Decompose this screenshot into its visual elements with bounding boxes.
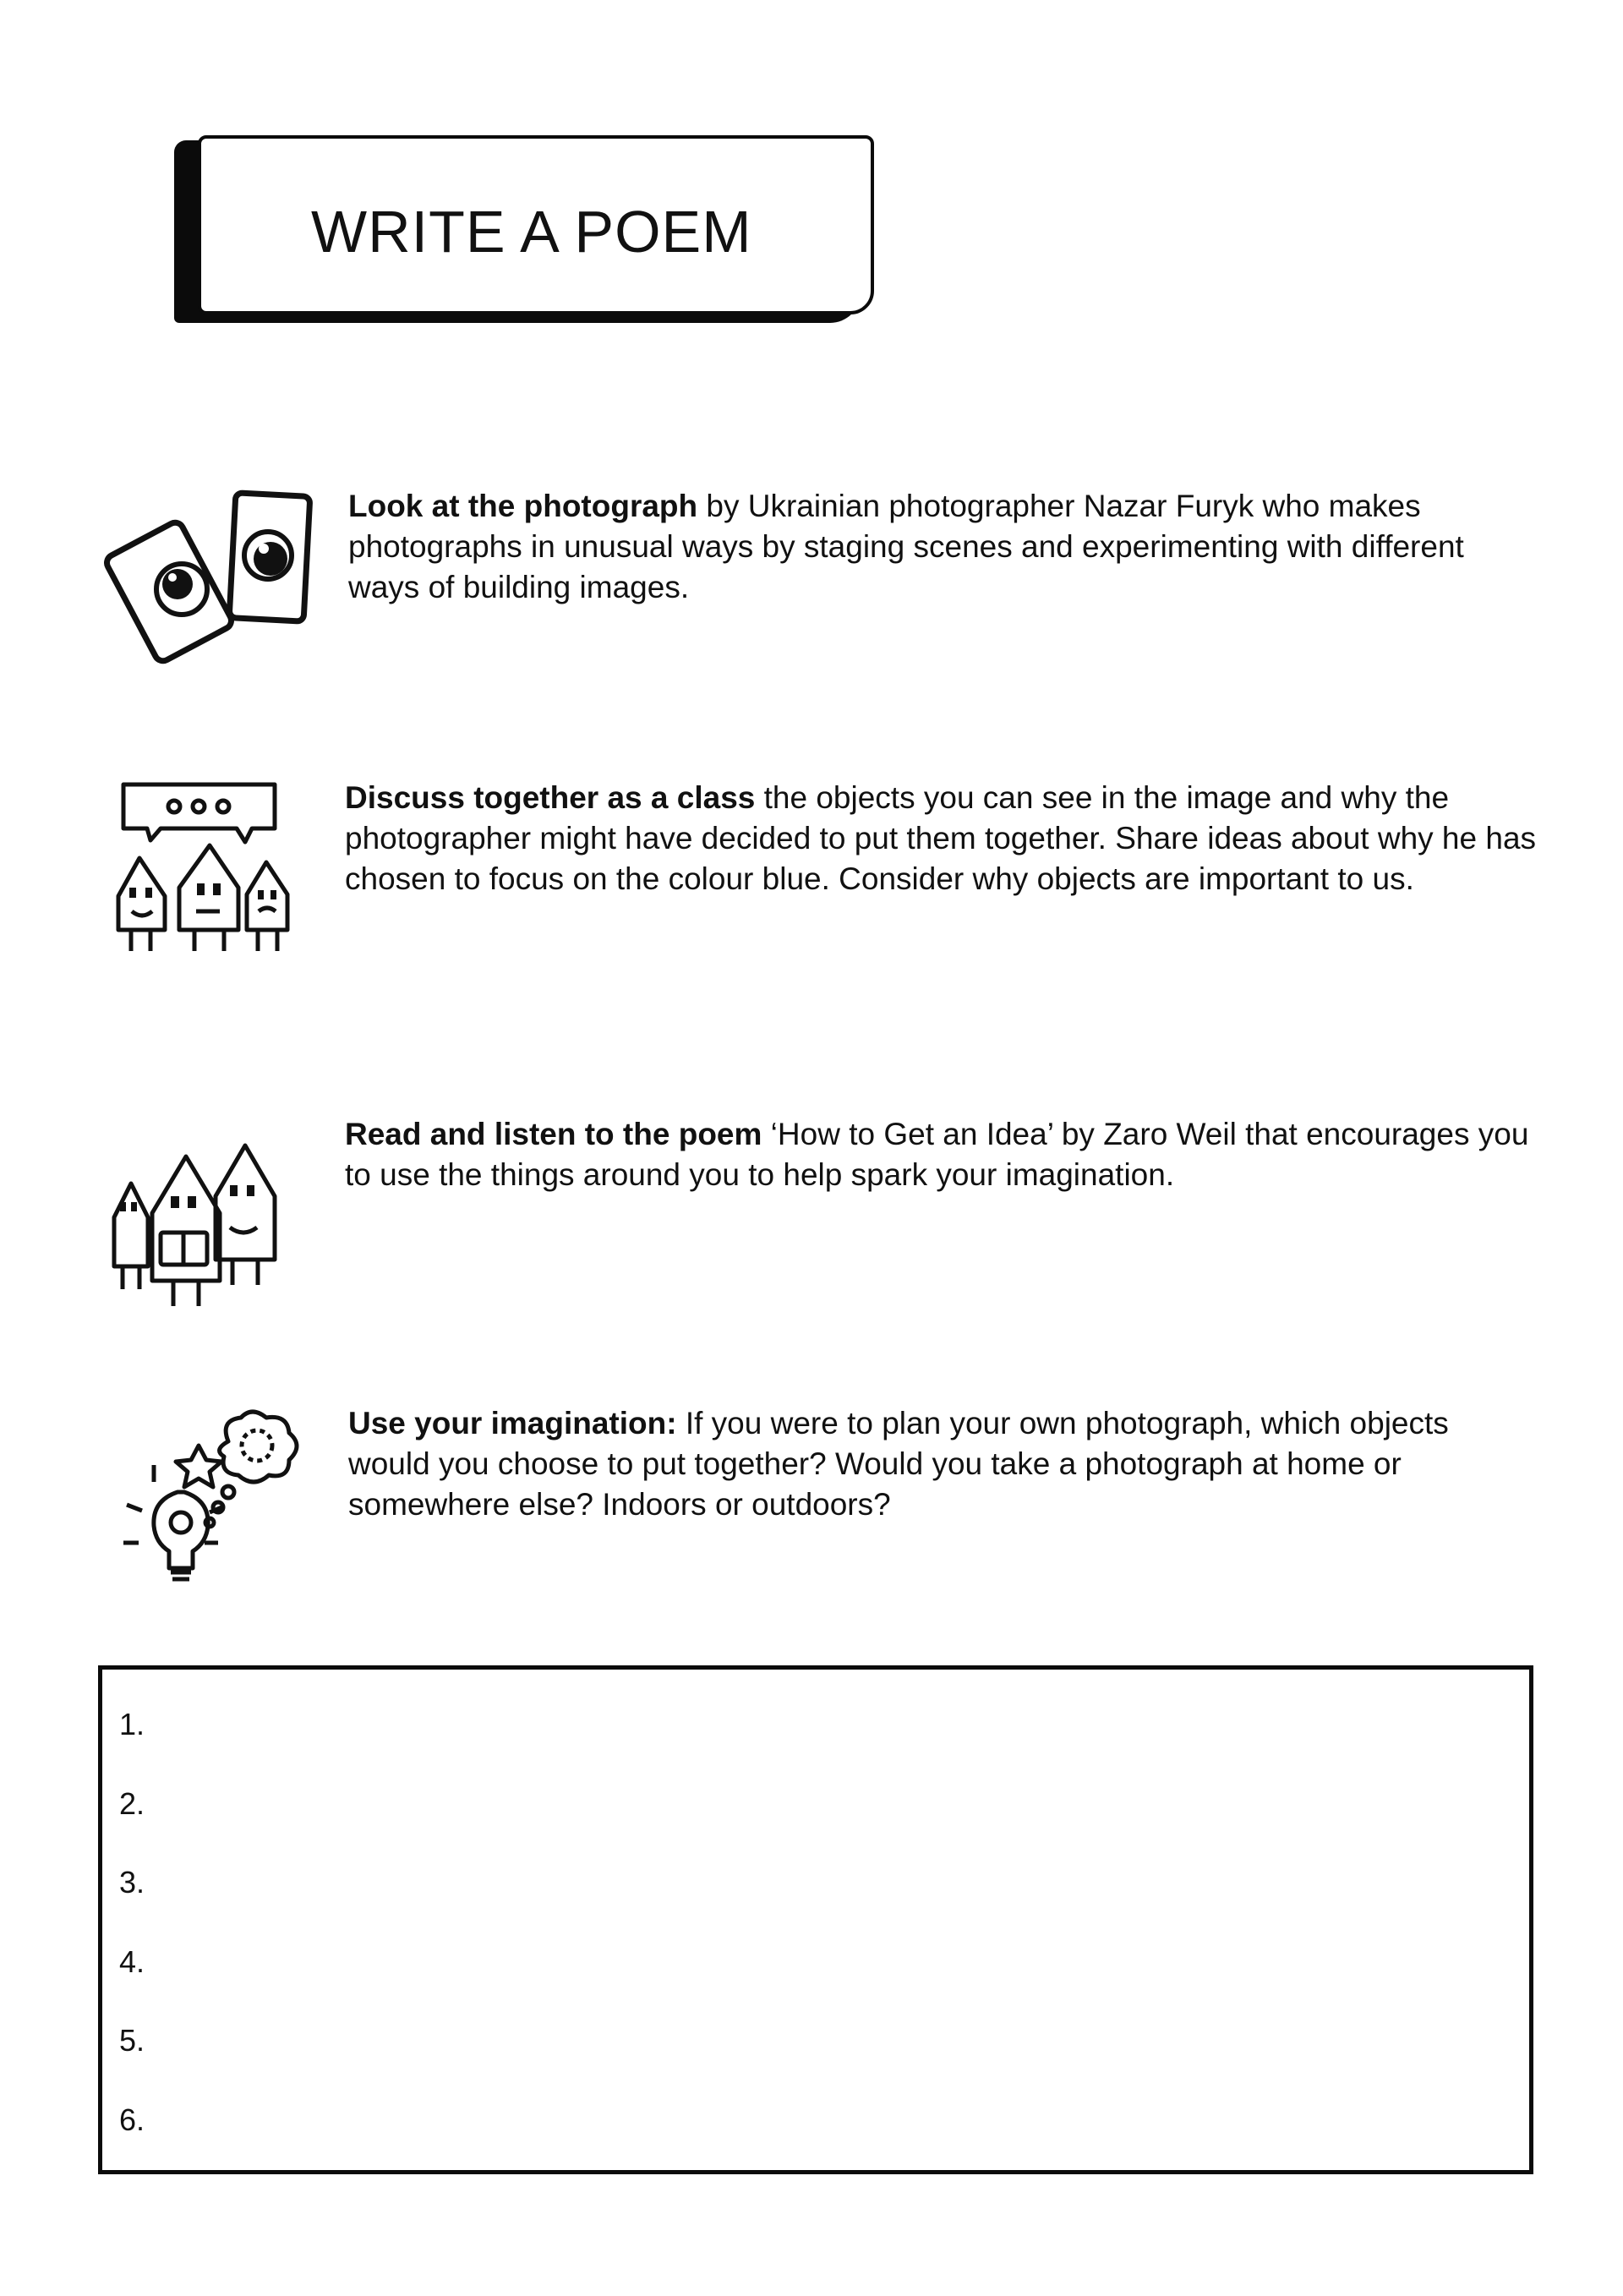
talking-houses-icon [101,778,321,959]
page-title: WRITE A POEM [311,199,752,265]
answer-line-4[interactable]: 4. [119,1944,145,1979]
section-lead: Use your imagination: [348,1406,677,1440]
section-text [345,778,1537,899]
title-box-frame [198,135,874,314]
section-read-and-listen [345,1114,1537,1195]
title-box [174,135,881,321]
answer-line-1[interactable]: 1. [119,1707,145,1741]
section-text [348,1403,1532,1525]
photo-cards-icon [101,486,321,668]
section-discuss-together [345,778,1537,899]
answer-box[interactable] [98,1665,1533,2174]
section-lead: Look at the photograph [348,489,698,523]
section-lead: Discuss together as a class [345,780,756,815]
answer-line-2[interactable]: 2. [119,1786,145,1821]
answer-line-3[interactable]: 3. [119,1865,145,1900]
answer-line-5[interactable]: 5. [119,2023,145,2058]
section-text [348,486,1532,608]
section-body: ‘How to Get an Idea’ by Zaro Weil that encourages you to use the things around you to help spark your imagination. [345,1117,1529,1192]
section-body: If you were to plan your own photograph, which objects would you choose to put together? Would you take a photograph at home or somewhere else? Indoors or outdoors? [348,1406,1449,1522]
lightbulb-idea-icon [101,1408,321,1602]
section-lead: Read and listen to the poem [345,1117,762,1151]
section-text [345,1114,1537,1195]
section-look-at-photograph [348,486,1532,608]
answer-line-6[interactable]: 6. [119,2102,145,2137]
section-use-imagination [348,1403,1532,1525]
section-body: by Ukrainian photographer Nazar Furyk who makes photographs in unusual ways by staging scenes and experimenting with different ways of building images. [348,489,1464,604]
section-body: the objects you can see in the image and why the photographer might have decided to put them together. Share ideas about why he has chosen to focus on the colour blue. Consider why objects are important to us. [345,780,1537,896]
reading-houses-icon [101,1133,321,1319]
